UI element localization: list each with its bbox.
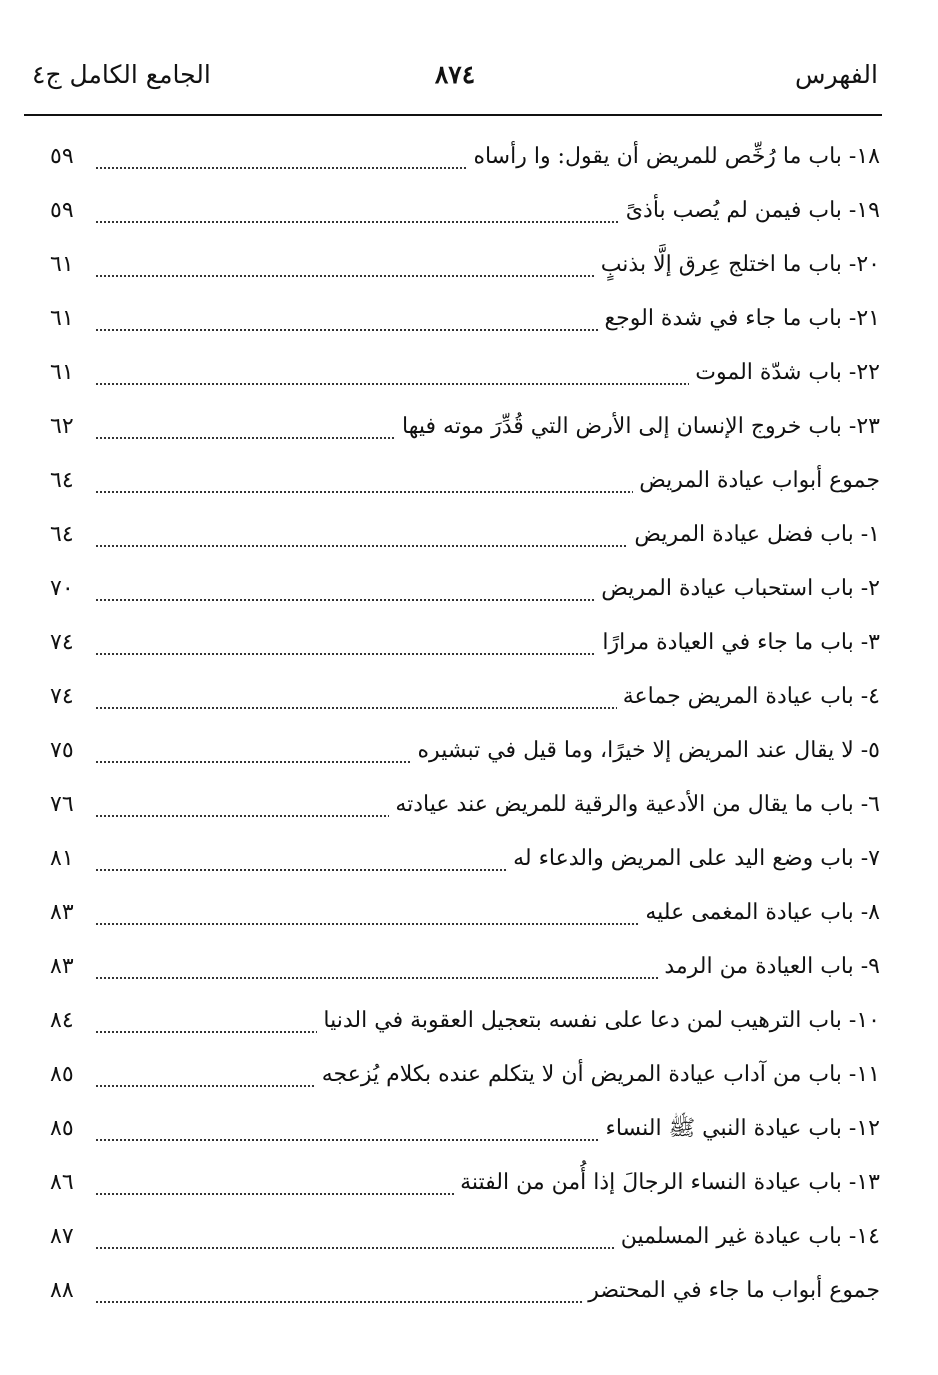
page-number: ٨٧٤ — [434, 60, 476, 89]
toc-entry-page: ٦٤ — [50, 522, 74, 547]
toc-entry-title: ٤- باب عيادة المريض جماعة — [617, 682, 880, 712]
toc-entry-title: ٦- باب ما يقال من الأدعية والرقية للمريض عند عيادته — [389, 790, 880, 820]
toc-entry-title: ٢٠- باب ما اختلج عِرق إلَّا بذنبٍ — [595, 250, 880, 280]
toc-entry-page: ٨٨ — [50, 1278, 74, 1303]
toc-entry-title: ٢- باب استحباب عيادة المريض — [595, 574, 880, 604]
toc-entry-page: ٨٦ — [50, 1170, 74, 1195]
toc-entry-page: ٧٥ — [50, 738, 74, 763]
toc-entry-page: ٧٦ — [50, 792, 74, 817]
toc-entry-title: ٢٣- باب خروج الإنسان إلى الأرض التي قُدِّرَ موته فيها — [396, 412, 880, 442]
toc-entry-title: ١٨- باب ما رُخِّص للمريض أن يقول: وا رأساه — [467, 142, 880, 172]
toc-entry-page: ٨٣ — [50, 900, 74, 925]
header-rule — [24, 114, 882, 116]
toc-entry-page: ٦٢ — [50, 414, 74, 439]
toc-entry-page: ٧٤ — [50, 630, 74, 655]
toc-entry-page: ٦١ — [50, 252, 74, 277]
toc-entry-page: ٨٣ — [50, 954, 74, 979]
toc-entry-title: جموع أبواب عيادة المريض — [633, 466, 880, 496]
toc-entry — [0, 832, 938, 886]
toc-entry — [0, 1156, 938, 1210]
table-of-contents — [0, 130, 938, 1318]
toc-entry — [0, 1264, 938, 1318]
toc-entry-title: ٩- باب العيادة من الرمد — [658, 952, 880, 982]
toc-entry — [0, 1048, 938, 1102]
toc-entry-page: ٨٥ — [50, 1116, 74, 1141]
toc-entry — [0, 292, 938, 346]
toc-entry — [0, 724, 938, 778]
toc-entry — [0, 616, 938, 670]
toc-entry-page: ٧٤ — [50, 684, 74, 709]
toc-entry-page: ٨٥ — [50, 1062, 74, 1087]
toc-entry-title: ٥- لا يقال عند المريض إلا خيرًا، وما قيل في تبشيره — [412, 736, 880, 766]
toc-entry-page: ٨٤ — [50, 1008, 74, 1033]
toc-entry-page: ٦٤ — [50, 468, 74, 493]
toc-entry-title: ١٠- باب الترهيب لمن دعا على نفسه بتعجيل العقوبة في الدنيا — [317, 1006, 880, 1036]
toc-entry-page: ٥٩ — [50, 144, 74, 169]
toc-entry — [0, 238, 938, 292]
toc-entry — [0, 1210, 938, 1264]
toc-entry-title: ٢٢- باب شدّة الموت — [689, 358, 880, 388]
toc-entry-title: ٨- باب عيادة المغمى عليه — [639, 898, 880, 928]
toc-entry-title: ١٩- باب فيمن لم يُصب بأذىً — [620, 196, 880, 226]
toc-entry-page: ٦١ — [50, 360, 74, 385]
toc-entry — [0, 778, 938, 832]
toc-entry-page: ٨٧ — [50, 1224, 74, 1249]
header-section-title: الفهرس — [794, 60, 878, 89]
toc-entry-title: ٧- باب وضع اليد على المريض والدعاء له — [507, 844, 880, 874]
toc-entry — [0, 886, 938, 940]
toc-entry — [0, 994, 938, 1048]
toc-entry-page: ٨١ — [50, 846, 74, 871]
toc-entry — [0, 130, 938, 184]
toc-entry — [0, 562, 938, 616]
toc-entry — [0, 670, 938, 724]
toc-entry-title: ١٤- باب عيادة غير المسلمين — [615, 1222, 880, 1252]
book-title: الجامع الكامل ج٤ — [32, 60, 211, 89]
toc-entry-page: ٧٠ — [50, 576, 74, 601]
toc-entry — [0, 454, 938, 508]
toc-entry — [0, 508, 938, 562]
toc-entry-title: ١- باب فضل عيادة المريض — [628, 520, 880, 550]
toc-entry-title: ١٣- باب عيادة النساء الرجالَ إذا أُمن من الفتنة — [454, 1168, 880, 1198]
toc-entry-title: ١٢- باب عيادة النبي ﷺ النساء — [599, 1114, 880, 1144]
toc-entry — [0, 1102, 938, 1156]
toc-entry-page: ٦١ — [50, 306, 74, 331]
toc-entry-title: جموع أبواب ما جاء في المحتضر — [582, 1276, 880, 1306]
toc-entry — [0, 940, 938, 994]
toc-entry — [0, 400, 938, 454]
toc-entry-title: ١١- باب من آداب عيادة المريض أن لا يتكلم عنده بكلام يُزعجه — [316, 1060, 880, 1090]
toc-entry-page: ٥٩ — [50, 198, 74, 223]
toc-entry — [0, 346, 938, 400]
toc-entry-title: ٣- باب ما جاء في العيادة مرارًا — [596, 628, 880, 658]
toc-entry-title: ٢١- باب ما جاء في شدة الوجع — [598, 304, 880, 334]
toc-entry — [0, 184, 938, 238]
page-header — [32, 58, 878, 98]
